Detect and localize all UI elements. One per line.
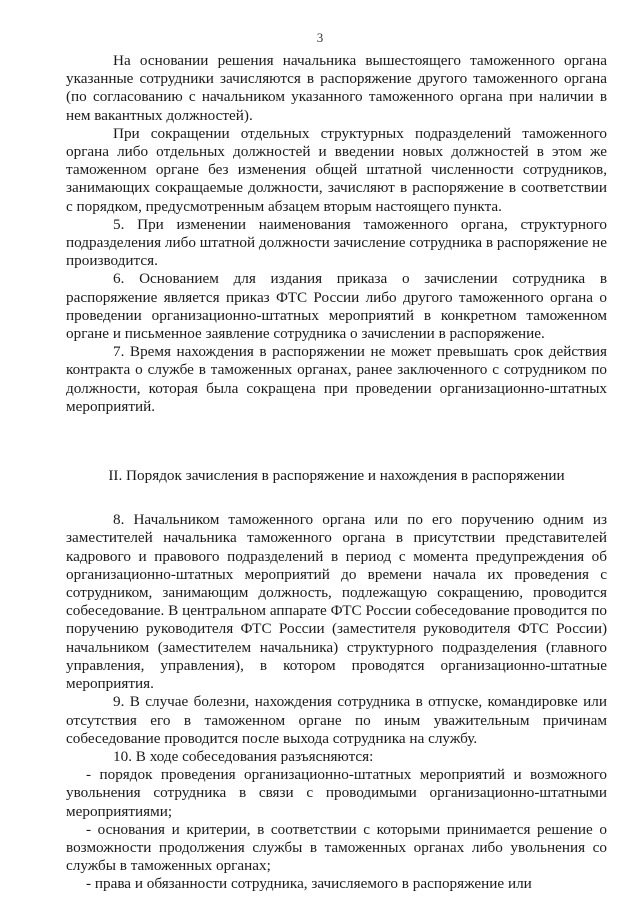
list-item: - права и обязанности сотрудника, зачисляемого в распоряжение или: [86, 875, 532, 893]
paragraph: На основании решения начальника вышестоящего таможенного органа указанные сотрудники зачисляются в распоряжение другого таможенного органа (по согласованию с начальником указанного таможенного органа при наличии в нем вакантных должностей).: [66, 52, 607, 124]
paragraph: 7. Время нахождения в распоряжении не может превышать срок действия контракта о службе в таможенных органах, ранее заключенного с сотрудником по должности, которая была сокращена при проведении организационно-штатных мероприятий.: [66, 343, 607, 415]
paragraph: 6. Основанием для издания приказа о зачислении сотрудника в распоряжение является приказ ФТС России либо другого таможенного органа о проведении организационно-штатных мероприятий в конкретном таможенном органе и письменное заявление сотрудника о зачислении в распоряжение.: [66, 270, 607, 343]
paragraph: При сокращении отдельных структурных подразделений таможенного органа либо отдельных должностей и введении новых должностей в этом же таможенном органе без изменения общей штатной численности сотрудников, занимающих сокращаемые должности, зачисляют в распоряжение в соответствии с порядком, предусмотренным абзацем вторым настоящего пункта.: [66, 124, 607, 215]
list-item: - порядок проведения организационно-штатных мероприятий и возможного увольнения сотрудника в связи с проводимыми организационно-штатными мероприятиями;: [66, 766, 607, 820]
section-heading: II. Порядок зачисления в распоряжение и нахождения в распоряжении: [108, 467, 565, 485]
page-number: 3: [316, 30, 324, 45]
paragraph: 9. В случае болезни, нахождения сотрудника в отпуске, командировке или отсутствия его в таможенном органе по иным уважительным причинам собеседование проводится после выхода сотрудника на службу.: [66, 693, 607, 747]
paragraph: 8. Начальником таможенного органа или по его поручению одним из заместителей начальника таможенного органа в присутствии представителей кадрового и правового подразделений в период с момента предупреждения об организационно-штатных мероприятий до времени начала их проведения с сотрудником, занимающим должность, подлежащую сокращению, проводится собеседование. В центральном аппарате ФТС России собеседование проводится по поручению руководителя ФТС России (заместителя руководителя ФТС России) начальником (заместителем начальника) структурного подразделения (главного управления, управления), в котором проводятся организационно-штатные мероприятия.: [66, 511, 607, 693]
document-body: [66, 52, 607, 894]
list-item: - основания и критерии, в соответствии с которыми принимается решение о возможности продолжения службы в таможенных органах либо увольнения со службы в таможенных органах;: [66, 820, 607, 875]
paragraph: 10. В ходе собеседования разъясняются:: [113, 747, 374, 765]
paragraph: 5. При изменении наименования таможенного органа, структурного подразделения либо штатной должности зачисление сотрудника в распоряжение не производится.: [66, 215, 607, 270]
